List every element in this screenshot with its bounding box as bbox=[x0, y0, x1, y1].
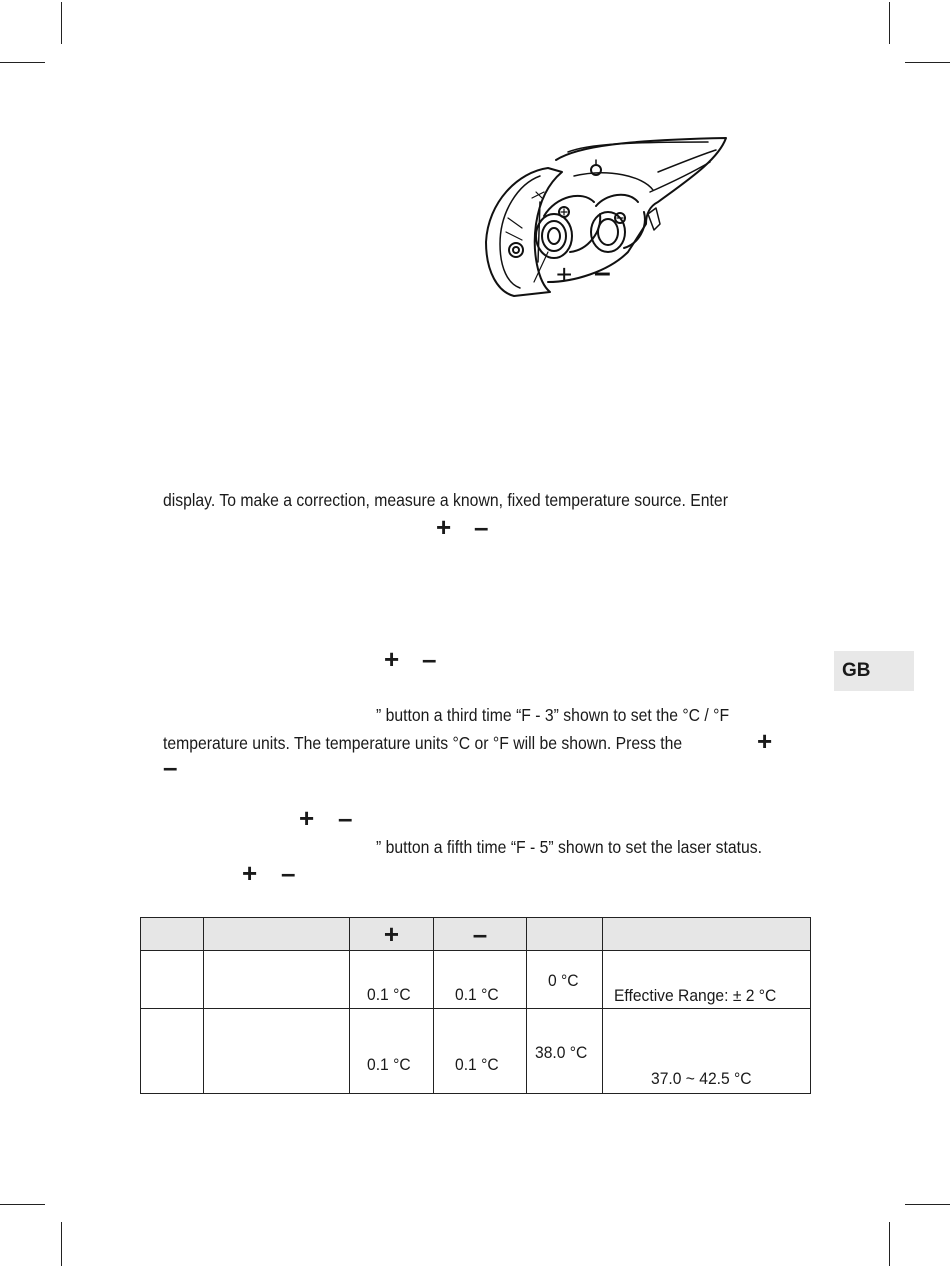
table-cell: 37.0 ~ 42.5 °C bbox=[603, 1009, 811, 1094]
table-row bbox=[141, 1009, 811, 1094]
table-cell bbox=[141, 951, 204, 1009]
minus-symbol: – bbox=[472, 919, 488, 949]
plus-symbol: + bbox=[757, 726, 773, 756]
table-header-cell bbox=[204, 918, 350, 951]
crop-mark bbox=[0, 62, 45, 63]
plus-symbol: + bbox=[242, 858, 258, 888]
table-cell: 0.1 °C bbox=[434, 1009, 527, 1094]
table-cell: 0.1 °C bbox=[350, 951, 434, 1009]
plus-mark: + bbox=[556, 259, 573, 290]
minus-symbol: – bbox=[474, 512, 489, 542]
table-cell: 0.1 °C bbox=[350, 1009, 434, 1094]
table-cell: 0.1 °C bbox=[434, 951, 527, 1009]
minus-symbol: – bbox=[422, 644, 437, 674]
table-cell bbox=[204, 1009, 350, 1094]
body-text-line: ” button a third time “F - 3” shown to set the °C / °F bbox=[376, 705, 730, 725]
table-header-cell bbox=[527, 918, 603, 951]
body-text-line: temperature units. The temperature units °C or °F will be shown. Press the bbox=[163, 733, 683, 753]
plus-symbol: + bbox=[383, 919, 400, 949]
table-header-cell bbox=[603, 918, 811, 951]
crop-mark bbox=[905, 1204, 950, 1205]
crop-mark bbox=[905, 62, 950, 63]
body-text-line: ” button a fifth time “F - 5” shown to set the laser status. bbox=[376, 837, 763, 857]
crop-mark bbox=[61, 2, 62, 44]
minus-symbol: – bbox=[281, 858, 296, 888]
language-tab bbox=[834, 651, 914, 691]
table-row bbox=[141, 951, 811, 1009]
plus-symbol: + bbox=[436, 512, 452, 542]
minus-mark: – bbox=[594, 256, 611, 289]
table-header-cell bbox=[434, 918, 527, 951]
body-text-line: display. To make a correction, measure a known, fixed temperature source. Enter bbox=[163, 490, 728, 510]
table-cell bbox=[204, 951, 350, 1009]
crop-mark bbox=[889, 2, 890, 44]
crop-mark bbox=[0, 1204, 45, 1205]
table-cell: 0 °C bbox=[527, 951, 603, 1009]
battery-compartment-illustration bbox=[478, 132, 740, 300]
plus-symbol: + bbox=[299, 803, 315, 833]
table-cell: 38.0 °C bbox=[527, 1009, 603, 1094]
minus-symbol: – bbox=[338, 803, 353, 833]
table-header-row bbox=[141, 918, 811, 951]
crop-mark bbox=[889, 1222, 890, 1266]
plus-symbol: + bbox=[384, 644, 400, 674]
table-cell bbox=[141, 1009, 204, 1094]
minus-symbol: – bbox=[163, 752, 178, 782]
crop-mark bbox=[61, 1222, 62, 1266]
language-tab-label: GB bbox=[842, 660, 871, 681]
table-cell: Effective Range: ± 2 °C bbox=[603, 951, 811, 1009]
table-header-cell bbox=[350, 918, 434, 951]
settings-table bbox=[140, 917, 811, 1094]
table-header-cell bbox=[141, 918, 204, 951]
